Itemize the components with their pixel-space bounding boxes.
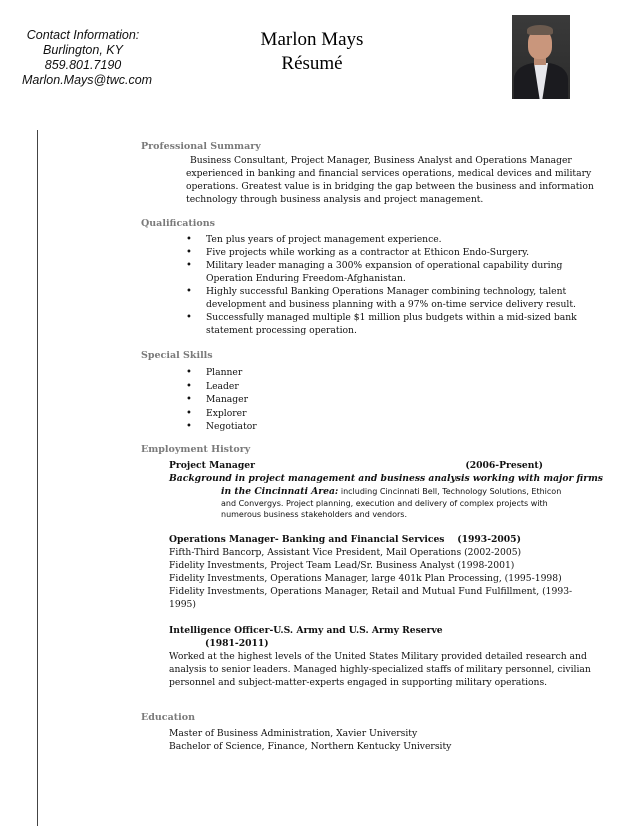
list-item — [206, 259, 581, 285]
job-detail-text: and Convergys. Project planning, execution and delivery of complex projects with — [221, 498, 548, 508]
list-item — [206, 233, 581, 246]
contact-info — [22, 28, 153, 88]
job-detail — [221, 485, 581, 498]
summary-line: operations. Greatest value is in bridging the gap between the business and information — [186, 181, 594, 192]
section-heading: Professional Summary — [141, 141, 261, 152]
job-line: analysis to senior leaders. Managed highly-specialized staffs of military personnel, civilian — [169, 663, 591, 675]
list-item — [206, 285, 581, 311]
name-header — [222, 28, 402, 76]
section-heading: Employment History — [141, 443, 251, 455]
portrait-photo — [512, 15, 570, 99]
job-line: Fidelity Investments, Operations Manager, Retail and Mutual Fund Fulfillment, (1993- — [169, 585, 573, 597]
list-item — [206, 311, 581, 337]
job-title: Project Manager — [169, 459, 255, 471]
job-line: Fidelity Investments, Project Team Lead/Sr. Business Analyst (1998-2001) — [169, 559, 515, 571]
photo-hair — [527, 25, 553, 35]
job-summary-cont: in the Cincinnati Area: — [221, 485, 339, 497]
contact-email: Marlon.Mays@twc.com — [22, 73, 153, 87]
list-item-text: development and business planning with a 97% on-time service delivery result. — [206, 299, 576, 310]
education-line: Master of Business Administration, Xavier University — [169, 727, 418, 739]
contact-location: Burlington, KY — [43, 43, 123, 57]
job-line: 1995) — [169, 598, 196, 610]
list-item-text: • Highly successful Banking Operations Manager combining technology, talent — [206, 286, 567, 297]
job-header — [169, 459, 543, 472]
job-summary: Background in project management and business analysis working with major firms — [169, 472, 603, 484]
list-item — [206, 246, 581, 259]
job-line: Fifth-Third Bancorp, Assistant Vice President, Mail Operations (2002-2005) — [169, 546, 522, 558]
list-item-text: • Five projects while working as a contractor at Ethicon Endo-Surgery. — [206, 247, 530, 258]
list-item: • Planner — [206, 366, 581, 380]
job-entry — [169, 533, 581, 611]
list-item-text: statement processing operation. — [206, 325, 357, 336]
summary-text — [182, 154, 594, 206]
list-item: • Leader — [206, 380, 581, 394]
section-professional-summary — [141, 140, 594, 206]
contact-phone: 859.801.7190 — [44, 58, 122, 72]
resume-body — [141, 140, 603, 753]
section-employment-history — [141, 443, 603, 689]
list-item: • Manager — [206, 393, 581, 407]
education-list — [169, 727, 581, 753]
job-title: Operations Manager- Banking and Financial Services (1993-2005) — [169, 533, 521, 545]
person-name: Marlon Mays — [260, 29, 364, 50]
summary-line: Business Consultant, Project Manager, Business Analyst and Operations Manager — [190, 155, 572, 166]
resume-title: Résumé — [281, 53, 343, 74]
section-qualifications — [141, 217, 581, 337]
education-line: Bachelor of Science, Finance, Northern Kentucky University — [169, 740, 452, 752]
section-special-skills — [141, 349, 581, 434]
job-entry — [169, 624, 591, 689]
job-dates: (1981-2011) — [205, 637, 269, 649]
job-dates: (2006-Present) — [465, 459, 543, 471]
job-line: personnel and subject-matter-experts engaged in supporting military operations. — [169, 676, 548, 688]
job-entry — [169, 459, 603, 520]
list-item-text: • Successfully managed multiple $1 million plus budgets within a mid-sized bank — [206, 312, 577, 323]
skills-list — [141, 366, 581, 434]
job-detail-text: numerous business stakeholders and vendors. — [221, 509, 408, 519]
list-item: • Negotiator — [206, 420, 581, 434]
qualifications-list — [141, 233, 581, 337]
job-detail-text: including Cincinnati Bell, Technology Solutions, Ethicon — [338, 486, 562, 496]
list-item-text: • Ten plus years of project management experience. — [206, 234, 442, 245]
list-item-text: • Military leader managing a 300% expansion of operational capability during — [206, 260, 563, 271]
section-heading: Education — [141, 711, 195, 723]
job-title: Intelligence Officer-U.S. Army and U.S. Army Reserve — [169, 624, 443, 636]
section-heading: Special Skills — [141, 350, 213, 361]
left-margin-rule — [37, 130, 38, 826]
job-line: Worked at the highest levels of the United States Military provided detailed research and — [169, 650, 587, 662]
summary-line: experienced in banking and financial services operations, medical devices and military — [186, 168, 592, 179]
section-heading: Qualifications — [141, 218, 215, 229]
summary-line: technology through business analysis and project management. — [186, 194, 484, 205]
section-education — [141, 711, 581, 753]
job-line: Fidelity Investments, Operations Manager, large 401k Plan Processing, (1995-1998) — [169, 572, 562, 584]
contact-heading: Contact Information: — [26, 28, 140, 42]
list-item-text: Operation Enduring Freedom-Afghanistan. — [206, 273, 406, 284]
list-item: • Explorer — [206, 407, 581, 421]
